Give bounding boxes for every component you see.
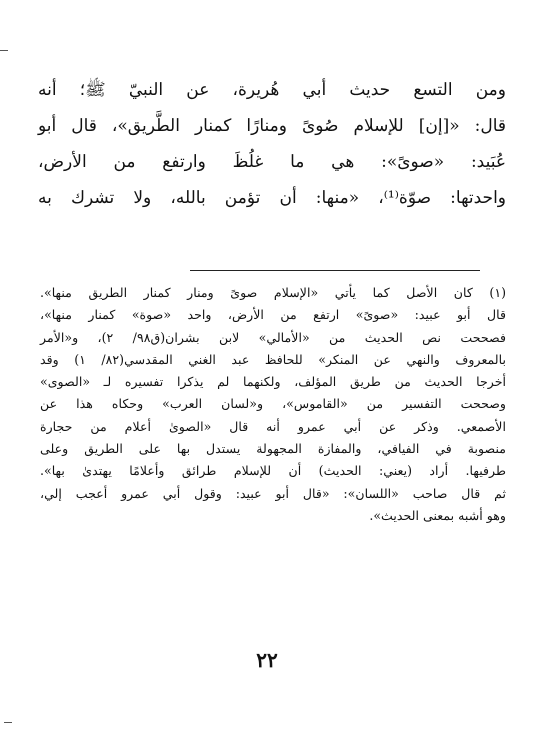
main-text bbox=[38, 72, 506, 216]
footnote-line: الأصمعي. وذكر عن أبي عمرو أنه قال «الصوىٰ أعلام من حجارة bbox=[40, 418, 506, 434]
footnotes bbox=[40, 282, 506, 527]
page-number: ٢٢ bbox=[256, 648, 278, 672]
scan-edge-mark-top bbox=[0, 50, 8, 51]
main-text-line: واحدتها: صوّة⁽¹⁾، «منها: أن تؤمن بالله، ولا تشرك به bbox=[38, 188, 506, 208]
footnote-line: منصوبة في الفيافي، والمفازة المجهولة يستدل بها على الطريق وعلى bbox=[40, 441, 506, 457]
scan-edge-mark-bottom bbox=[4, 722, 12, 723]
footnote-line: أخرجا الحديث من طريق المؤلف، ولكنهما لم يذكرا تفسيره لـ «الصوى» bbox=[40, 374, 506, 390]
footnote-line: طرفيها. أراد (يعني: الحديث) أن للإسلام طرائق وأعلامًا يهتدىٰ بها». bbox=[40, 463, 506, 479]
footnote-separator bbox=[190, 270, 480, 271]
footnote-line: قال أبو عبيد: «صوىً» ارتفع من الأرض، واحد «صوة» كمنار منها»، bbox=[40, 307, 506, 323]
main-text-line: عُبَيد: «صوىً»: هي ما غلُظَ وارتفع من الأرض، bbox=[38, 152, 506, 172]
main-text-line: قال: «[إن] للإسلام صُوىً ومنارًا كمنار الطَّريق»، قال أبو bbox=[38, 116, 506, 136]
footnote-line: وصححت التفسير من «القاموس»، و«لسان العرب» وحكاه هذا عن bbox=[40, 396, 506, 412]
footnote-line: ثم قال صاحب «اللسان»: «قال أبو عبيد: وقول أبي عمرو أعجب إلي، bbox=[40, 485, 506, 501]
footnote-line: بالمعروف والنهي عن المنكر» للحافظ عبد الغني المقدسي(٨٢/ ١) وقد bbox=[40, 351, 506, 367]
footnote-line: وهو أشبه بمعنى الحديث». bbox=[369, 507, 506, 523]
main-text-line: ومن التسع حديث أبي هُريرة، عن النبيّ ﷺ؛ أنه bbox=[38, 80, 506, 100]
footnote-line: فصححت نص الحديث من «الأمالي» لابن بشران(ق٩٨/ ٢)، و«الأمر bbox=[40, 329, 506, 345]
footnote-line: (١) كان الأصل كما يأتي «الإسلام صوىً ومنار كمنار الطريق منها». bbox=[40, 285, 506, 300]
